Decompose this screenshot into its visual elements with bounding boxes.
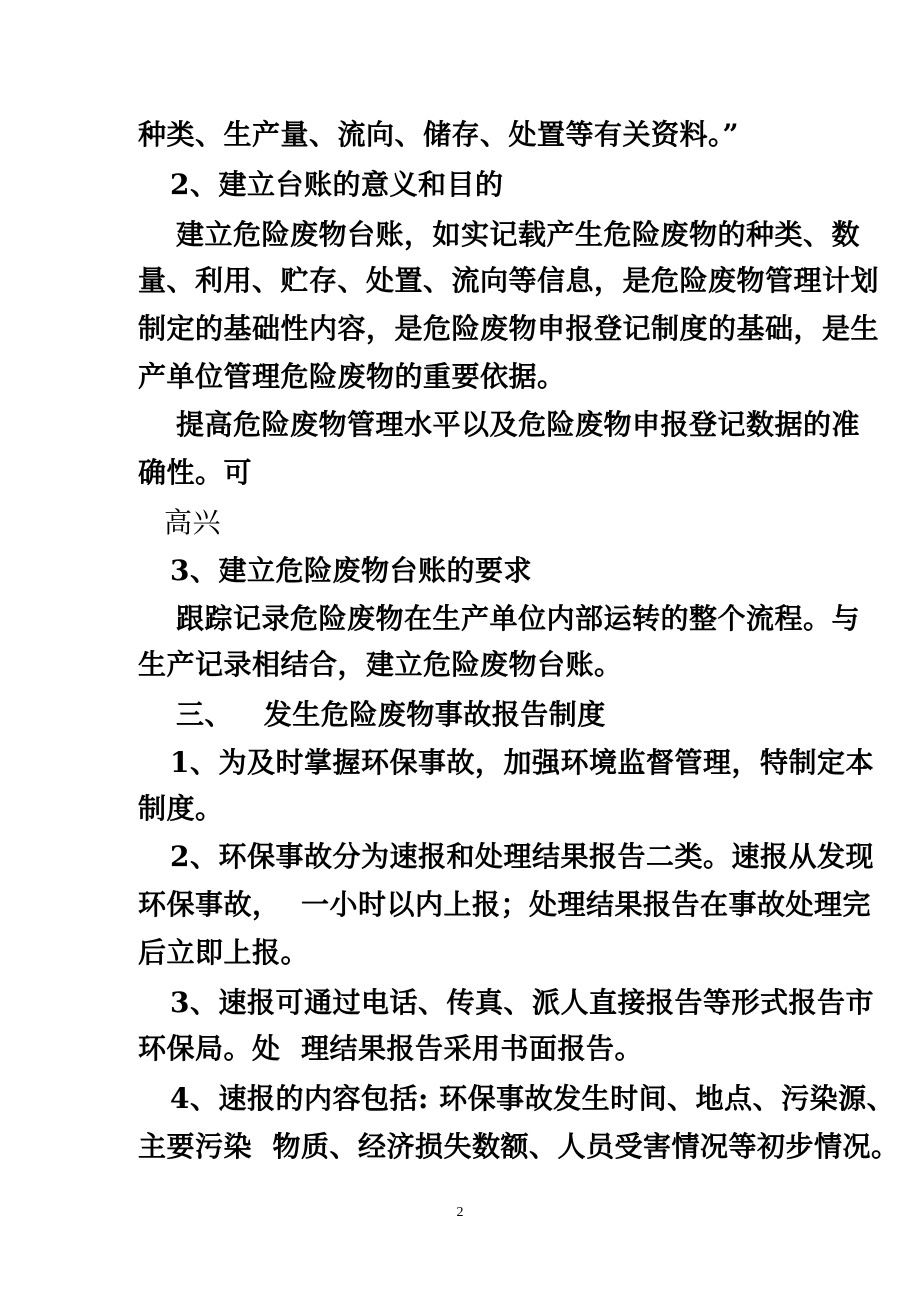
text-line: 确性。可 <box>138 456 253 489</box>
text-line: 环保事故， 一小时以内上报；处理结果报告在事故处理完 <box>138 888 871 921</box>
text-line: 1、为及时掌握环保事故，加强环境监督管理，特制定本 <box>170 746 874 779</box>
text-line: 3、速报可通过电话、传真、派人直接报告等形式报告市 <box>170 986 874 1019</box>
text-line: 产单位管理危险废物的重要依据。 <box>138 360 566 393</box>
text-line: 种类、生产量、流向、储存、处置等有关资料。” <box>138 118 740 151</box>
text-line: 4、速报的内容包括: 环保事故发生时间、地点、污染源、 <box>170 1082 896 1115</box>
section-heading: 3、建立危险废物台账的要求 <box>170 554 532 587</box>
page-number: 2 <box>456 1205 464 1220</box>
text-line: 主要污染 物质、经济损失数额、人员受害情况等初步情况。 <box>138 1130 900 1163</box>
text-line: 制度。 <box>138 792 224 825</box>
text-line: 2、环保事故分为速报和处理结果报告二类。速报从发现 <box>170 840 874 873</box>
text-line: 制定的基础性内容，是危险废物申报登记制度的基础，是生 <box>138 312 880 345</box>
text-line: 生产记录相结合，建立危险废物台账。 <box>138 648 623 681</box>
text-line: 高兴 <box>164 506 222 539</box>
text-line: 建立危险废物台账，如实记载产生危险废物的种类、数 <box>176 218 861 251</box>
text-line: 后立即上报。 <box>138 936 310 969</box>
text-line: 跟踪记录危险废物在生产单位内部运转的整个流程。与 <box>176 602 861 635</box>
section-heading: 三、 发生危险废物事故报告制度 <box>176 698 606 731</box>
text-line: 量、利用、贮存、处置、流向等信息，是危险废物管理计划 <box>138 264 880 297</box>
section-heading: 2、建立台账的意义和目的 <box>170 168 504 201</box>
text-line: 提高危险废物管理水平以及危险废物申报登记数据的准 <box>176 408 861 441</box>
text-line: 环保局。处 理结果报告采用书面报告。 <box>138 1032 643 1065</box>
